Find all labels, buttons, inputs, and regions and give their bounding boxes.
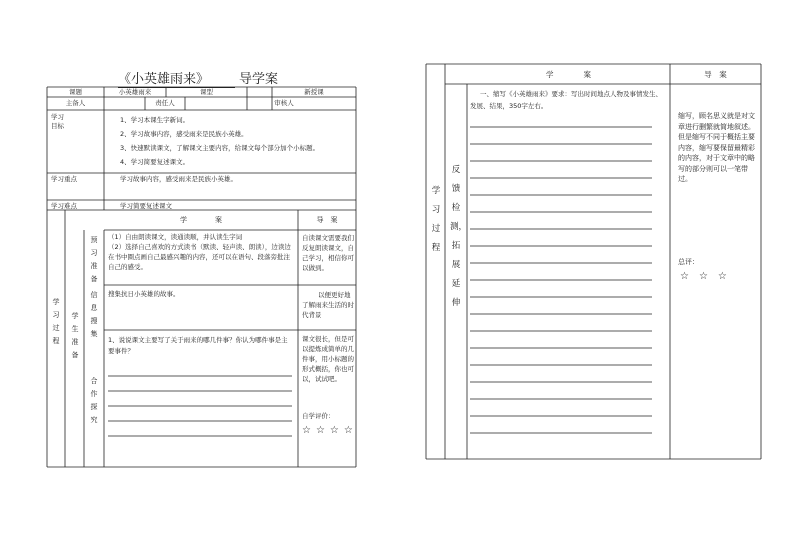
goal-item: 4、学习简要复述课文。 xyxy=(120,158,190,166)
right-col-guide-header: 导 案 xyxy=(704,70,727,79)
preview-guide: 自读课文需要我们反复朗读课文，自己学习，相信你可以做到。 xyxy=(302,234,354,272)
info-text: 搜集抗日小英雄的故事。 xyxy=(108,290,180,298)
info-label: 信息搜集 xyxy=(90,291,98,338)
topic-label: 课题 xyxy=(69,88,82,96)
goal-item: 3、快速默读课文，了解课文主要内容，给课文每个部分加个小标题。 xyxy=(120,144,320,152)
coop-label: 合作探究 xyxy=(90,377,98,424)
col-study-header: 学 案 xyxy=(180,216,222,224)
goals-label: 学习 目标 xyxy=(51,113,64,130)
preview-text: （1）自由朗读课文，读通读顺，并认读生字词 （2）选择自己喜欢的方式读书（默读、轻声读、朗读），边读边在书中圈点画自己最感兴趣的内容，还可以在语句、段落旁批注自己的感受。 xyxy=(108,233,291,271)
task-text: 一、缩写《小英雄雨来》要求：写出时间地点人物及事情发生、发展、结果，350字左右。 xyxy=(470,90,662,110)
right-process-label: 学习过程 xyxy=(431,186,441,253)
difficulty-label: 学习难点 xyxy=(51,202,77,210)
right-guide-text: 缩写，顾名思义就是对文章进行删繁就简地叙述。但是缩写不同于概括主要内容，缩写要保留最精彩的内容，对于文章中的略写的部分则可以一笔带过。 xyxy=(678,112,755,183)
type-label: 课型 xyxy=(200,88,213,96)
summary-star-rating-icon[interactable]: ☆☆☆ xyxy=(680,271,737,282)
right-col-study-header: 学 案 xyxy=(546,70,591,79)
student-prep-label: 学生准备 xyxy=(71,312,79,359)
preview-label: 预习准备 xyxy=(90,236,98,283)
info-guide: 以便更好地了解雨来生活的时代背景 xyxy=(302,291,354,319)
extend-label: 反馈检测，拓展延伸 xyxy=(450,165,468,308)
key-point-value: 学习故事内容，感受雨来是民族小英雄。 xyxy=(120,175,237,183)
col-guide-header: 导 案 xyxy=(316,216,338,224)
page-title-suffix: 导学案 xyxy=(239,72,279,87)
coop-text: 1、说说课文主要写了关于雨来的哪几件事？你认为哪件事是主要事件？ xyxy=(108,336,288,355)
summary-label: 总评： xyxy=(678,258,699,266)
goal-item: 2、学习故事内容，感受雨来是民族小英雄。 xyxy=(120,130,248,138)
coop-guide: 课文很长，但是可以提炼成简单的几件事，用小标题的形式概括，你也可以，试试吧。 xyxy=(302,335,354,383)
reviewer-label: 审核人 xyxy=(274,99,294,107)
type-value: 新授课 xyxy=(304,88,324,96)
page-title-main: 《小英雄雨来》 xyxy=(118,68,235,88)
self-eval-label: 自学评价： xyxy=(302,412,335,420)
star-rating-icon[interactable]: ☆☆☆☆ xyxy=(302,425,358,436)
difficulty-value: 学习简要复述课文 xyxy=(120,202,172,210)
responsible-label: 责任人 xyxy=(155,99,175,107)
preparer-label: 主备人 xyxy=(65,99,86,107)
key-point-label: 学习重点 xyxy=(51,175,77,183)
topic-value: 小英雄雨来 xyxy=(118,88,152,96)
process-label: 学习过程 xyxy=(52,298,60,345)
goal-item: 1、学习本课生字新词。 xyxy=(120,116,190,124)
